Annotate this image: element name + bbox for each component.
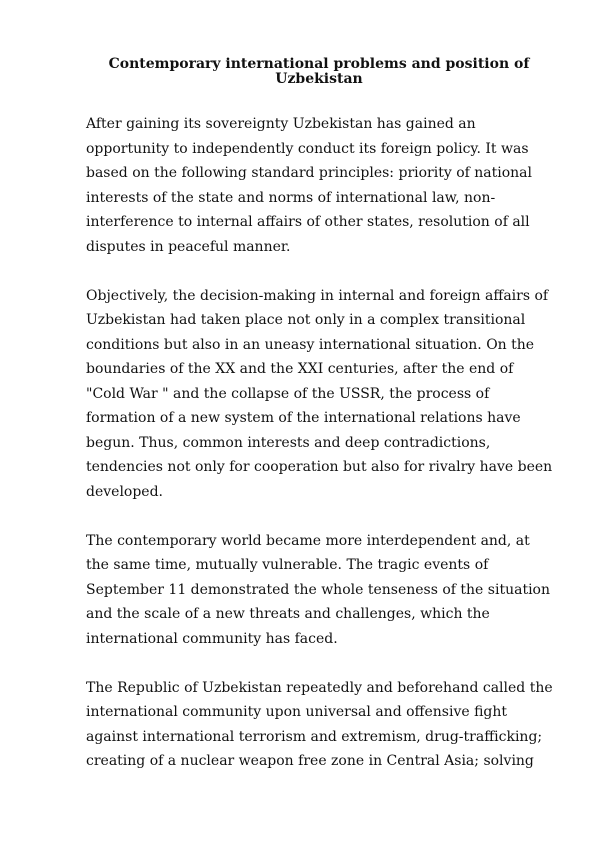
text-line: Uzbekistan had taken place not only in a complex transitional xyxy=(86,312,526,328)
text-line: based on the following standard principles: priority of national xyxy=(86,165,532,181)
text-line: The contemporary world became more interdependent and, at xyxy=(86,532,530,549)
text-line: begun. Thus, common interests and deep contradictions, xyxy=(86,434,491,451)
text-line: The Republic of Uzbekistan repeatedly and beforehand called the xyxy=(86,679,553,696)
paragraph-2 xyxy=(86,284,566,505)
text-line: developed. xyxy=(86,483,164,500)
text-line: Objectively, the decision-making in internal and foreign affairs of xyxy=(86,287,549,304)
paragraph-1 xyxy=(86,112,566,259)
text-line: boundaries of the XX and the XXI centuries, after the end of xyxy=(86,361,514,377)
text-line: "Cold War " and the collapse of the USSR, the process of xyxy=(86,385,490,402)
text-line: the same time, mutually vulnerable. The tragic events of xyxy=(86,557,489,573)
document-body xyxy=(86,112,566,798)
text-line: After gaining its sovereignty Uzbekistan has gained an xyxy=(86,116,476,132)
text-line: interference to internal affairs of other states, resolution of all xyxy=(86,214,530,230)
text-line: opportunity to independently conduct its foreign policy. It was xyxy=(86,140,529,157)
paragraph-3 xyxy=(86,529,566,652)
text-line: disputes in peaceful manner. xyxy=(86,238,291,255)
text-line: tendencies not only for cooperation but also for rivalry have been xyxy=(86,459,553,475)
text-line: formation of a new system of the international relations have xyxy=(86,410,521,426)
text-line: September 11 demonstrated the whole tenseness of the situation xyxy=(86,581,550,598)
text-line: against international terrorism and extremism, drug-trafficking; xyxy=(86,728,543,745)
text-line: and the scale of a new threats and challenges, which the xyxy=(86,606,490,622)
text-line: creating of a nuclear weapon free zone in Central Asia; solving xyxy=(86,753,534,769)
text-line: international community upon universal and offensive fight xyxy=(86,704,508,720)
text-line: interests of the state and norms of international law, non- xyxy=(86,189,496,206)
document-title: Contemporary international problems and position of Uzbekistan xyxy=(108,56,530,87)
text-line: international community has faced. xyxy=(86,630,338,647)
text-line: conditions but also in an uneasy international situation. On the xyxy=(86,336,535,353)
paragraph-4 xyxy=(86,676,566,774)
